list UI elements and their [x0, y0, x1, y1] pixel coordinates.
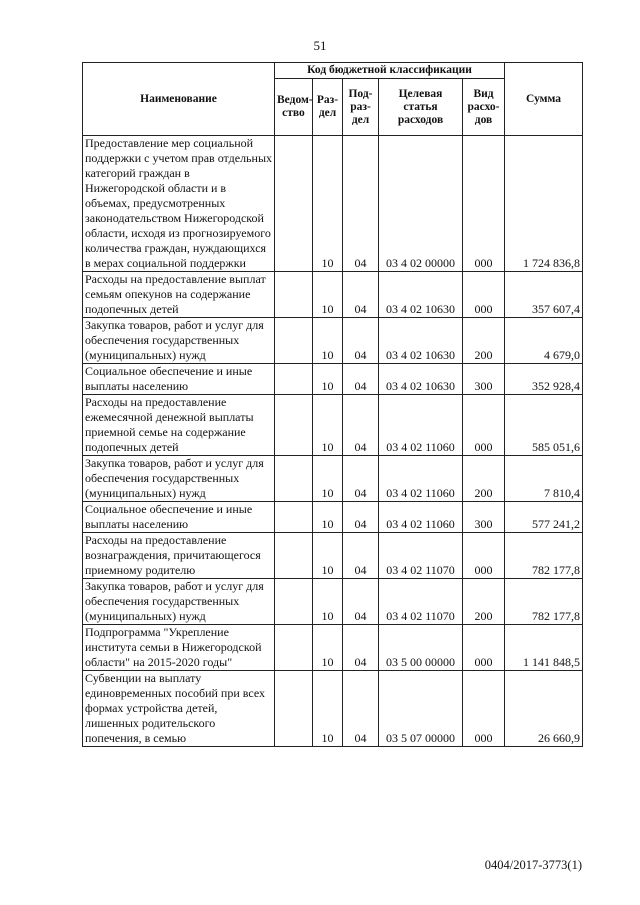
table-row — [83, 533, 583, 579]
row-expense-type: 200 — [463, 579, 505, 625]
row-target-article: 03 4 02 10630 — [379, 364, 463, 395]
row-sum: 4 679,0 — [505, 318, 583, 364]
row-vedomstvo — [275, 625, 313, 671]
row-sum: 357 607,4 — [505, 272, 583, 318]
row-vedomstvo — [275, 395, 313, 456]
row-podrazdel: 04 — [343, 533, 379, 579]
row-sum: 1 141 848,5 — [505, 625, 583, 671]
row-razdel: 10 — [313, 318, 343, 364]
row-name: Закупка товаров, работ и услуг для обеспечения государственных (муниципальных) нужд — [83, 579, 275, 625]
row-podrazdel: 04 — [343, 395, 379, 456]
row-expense-type: 000 — [463, 272, 505, 318]
row-sum: 26 660,9 — [505, 671, 583, 747]
table-row — [83, 364, 583, 395]
table-row — [83, 625, 583, 671]
row-target-article: 03 4 02 10630 — [379, 318, 463, 364]
row-expense-type: 000 — [463, 533, 505, 579]
row-podrazdel: 04 — [343, 579, 379, 625]
row-sum: 1 724 836,8 — [505, 136, 583, 272]
row-razdel: 10 — [313, 395, 343, 456]
row-target-article: 03 5 07 00000 — [379, 671, 463, 747]
row-target-article: 03 5 00 00000 — [379, 625, 463, 671]
row-vedomstvo — [275, 272, 313, 318]
row-expense-type: 200 — [463, 456, 505, 502]
row-target-article: 03 4 02 11060 — [379, 502, 463, 533]
row-expense-type: 300 — [463, 364, 505, 395]
row-target-article: 03 4 02 10630 — [379, 272, 463, 318]
table-row — [83, 318, 583, 364]
budget-table — [82, 62, 583, 747]
row-name: Подпрограмма "Укрепление института семьи в Нижегородской области" на 2015-2020 годы" — [83, 625, 275, 671]
table-body — [83, 136, 583, 747]
row-name: Закупка товаров, работ и услуг для обеспечения государственных (муниципальных) нужд — [83, 456, 275, 502]
row-expense-type: 000 — [463, 625, 505, 671]
page-number: 51 — [313, 38, 327, 53]
row-sum: 352 928,4 — [505, 364, 583, 395]
row-razdel: 10 — [313, 533, 343, 579]
row-podrazdel: 04 — [343, 671, 379, 747]
row-target-article: 03 4 02 00000 — [379, 136, 463, 272]
table-row — [83, 671, 583, 747]
table-row — [83, 395, 583, 456]
row-target-article: 03 4 02 11060 — [379, 456, 463, 502]
row-razdel: 10 — [313, 625, 343, 671]
row-vedomstvo — [275, 318, 313, 364]
row-name: Субвенции на выплату единовременных пособий при всех формах устройства детей, лишенных родительского попечения, в семью — [83, 671, 275, 747]
row-expense-type: 200 — [463, 318, 505, 364]
row-razdel: 10 — [313, 272, 343, 318]
table-row — [83, 136, 583, 272]
row-podrazdel: 04 — [343, 625, 379, 671]
row-podrazdel: 04 — [343, 364, 379, 395]
row-name: Социальное обеспечение и иные выплаты населению — [83, 364, 275, 395]
header-podrazdel: Под-раз-дел — [343, 79, 379, 136]
row-name: Расходы на предоставление вознаграждения, причитающегося приемному родителю — [83, 533, 275, 579]
row-expense-type: 300 — [463, 502, 505, 533]
header-target-article: Целевая статья расходов — [379, 79, 463, 136]
row-razdel: 10 — [313, 671, 343, 747]
row-sum: 782 177,8 — [505, 533, 583, 579]
header-expense-type: Вид расхо-дов — [463, 79, 505, 136]
row-sum: 585 051,6 — [505, 395, 583, 456]
row-podrazdel: 04 — [343, 318, 379, 364]
table-row — [83, 272, 583, 318]
header-classification-code: Код бюджетной классификации — [275, 63, 505, 79]
row-name: Расходы на предоставление выплат семьям опекунов на содержание подопечных детей — [83, 272, 275, 318]
row-vedomstvo — [275, 533, 313, 579]
table-row — [83, 456, 583, 502]
row-name: Расходы на предоставление ежемесячной денежной выплаты приемной семье на содержание подопечных детей — [83, 395, 275, 456]
row-vedomstvo — [275, 502, 313, 533]
row-target-article: 03 4 02 11060 — [379, 395, 463, 456]
row-razdel: 10 — [313, 502, 343, 533]
header-name: Наименование — [83, 63, 275, 136]
row-sum: 577 241,2 — [505, 502, 583, 533]
row-razdel: 10 — [313, 136, 343, 272]
row-target-article: 03 4 02 11070 — [379, 533, 463, 579]
row-sum: 7 810,4 — [505, 456, 583, 502]
row-expense-type: 000 — [463, 136, 505, 272]
document-code: 0404/2017-3773(1) — [484, 858, 582, 872]
row-target-article: 03 4 02 11070 — [379, 579, 463, 625]
row-podrazdel: 04 — [343, 272, 379, 318]
row-razdel: 10 — [313, 456, 343, 502]
header-razdel: Раз-дел — [313, 79, 343, 136]
row-vedomstvo — [275, 671, 313, 747]
row-expense-type: 000 — [463, 395, 505, 456]
header-vedomstvo: Ведом-ство — [275, 79, 313, 136]
table-row — [83, 579, 583, 625]
row-vedomstvo — [275, 456, 313, 502]
row-sum: 782 177,8 — [505, 579, 583, 625]
row-razdel: 10 — [313, 579, 343, 625]
header-sum: Сумма — [505, 63, 583, 136]
table-row — [83, 502, 583, 533]
row-name: Закупка товаров, работ и услуг для обеспечения государственных (муниципальных) нужд — [83, 318, 275, 364]
row-vedomstvo — [275, 579, 313, 625]
row-podrazdel: 04 — [343, 456, 379, 502]
row-vedomstvo — [275, 364, 313, 395]
row-podrazdel: 04 — [343, 502, 379, 533]
row-razdel: 10 — [313, 364, 343, 395]
row-expense-type: 000 — [463, 671, 505, 747]
row-name: Предоставление мер социальной поддержки с учетом прав отдельных категорий граждан в Нижегородской области и в объемах, предусмотренных законодательством Нижегородской области, исходя из прогнозируемого количества граждан, нуждающихся в мерах социальной поддержки — [83, 136, 275, 272]
row-vedomstvo — [275, 136, 313, 272]
row-podrazdel: 04 — [343, 136, 379, 272]
row-name: Социальное обеспечение и иные выплаты населению — [83, 502, 275, 533]
